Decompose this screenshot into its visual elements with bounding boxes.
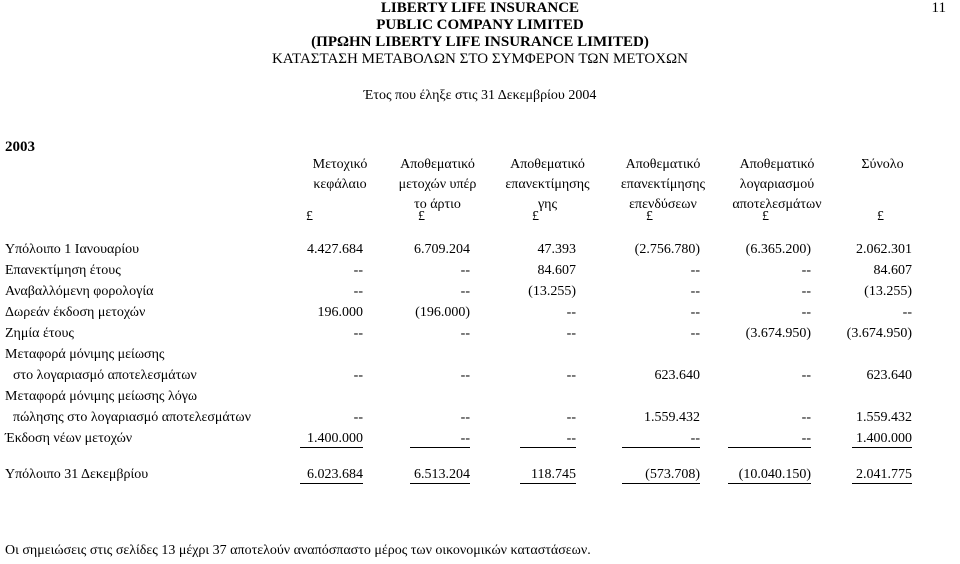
column-header-retained-earnings: Αποθεματικό λογαριασμού αποτελεσμάτων [732,157,822,212]
cell-value: 84.607 [537,263,576,278]
cell-value: -- [353,368,363,383]
cell-value: 84.607 [873,263,912,278]
cell-value: -- [801,410,811,425]
cell-value: -- [902,305,912,320]
cell-value: -- [690,263,700,278]
cell-value: (13.255) [864,284,912,299]
company-name: LIBERTY LIFE INSURANCE [380,0,580,16]
row-label: πώλησης στο λογαριασμό αποτελεσμάτων [13,410,251,425]
cell-value: 1.400.000 [852,431,912,448]
cell-value: -- [801,368,811,383]
cell-value: 1.559.432 [856,410,912,425]
cell-value: 47.393 [537,242,576,257]
cell-value: -- [460,284,470,299]
column-header-share-premium: Αποθεματικό μετοχών υπέρ το άρτιο [398,157,477,212]
cell-value: -- [520,431,576,448]
cell-value: (196.000) [415,305,470,320]
cell-value: -- [410,431,470,448]
column-header-land-revaluation: Αποθεματικό επανεκτίμησης γης [505,157,590,212]
cell-value: -- [801,305,811,320]
statement-title: ΚΑΤΑΣΤΑΣΗ ΜΕΤΑΒΟΛΩΝ ΣΤΟ ΣΥΜΦΕΡΟΝ ΤΩΝ ΜΕΤΟΧΩΝ [271,51,689,67]
cell-value: -- [622,431,700,448]
cell-value: (2.756.780) [634,242,700,257]
cell-value: (3.674.950) [745,326,811,341]
cell-value: -- [801,263,811,278]
cell-value: -- [353,326,363,341]
cell-value: -- [460,410,470,425]
total-value: 118.745 [520,467,576,484]
currency-symbol: £ [306,209,313,224]
cell-value: -- [353,284,363,299]
cell-value: (3.674.950) [846,326,912,341]
row-label: Έκδοση νέων μετοχών [5,431,133,446]
cell-value: -- [690,326,700,341]
currency-symbol: £ [418,209,425,224]
row-label: στο λογαριασμό αποτελεσμάτων [13,368,197,383]
row-label: Επανεκτίμηση έτους [5,263,121,278]
currency-symbol: £ [762,209,769,224]
currency-symbol: £ [877,209,884,224]
total-value: 6.023.684 [300,467,363,484]
row-label: Δωρεάν έκδοση μετοχών [5,305,146,320]
total-value: (573.708) [622,467,700,484]
cell-value: -- [460,368,470,383]
cell-value: (13.255) [528,284,576,299]
period-text: Έτος που έληξε στις 31 Δεκεμβρίου 2004 [363,88,597,103]
cell-value: 196.000 [317,305,363,320]
cell-value: -- [566,410,576,425]
cell-value: 1.400.000 [300,431,363,448]
cell-value: -- [690,305,700,320]
total-value: (10.040.150) [728,467,811,484]
cell-value: (6.365.200) [745,242,811,257]
cell-value: 623.640 [654,368,700,383]
cell-value: -- [460,263,470,278]
cell-value: -- [801,284,811,299]
cell-value: -- [353,263,363,278]
former-name: (ΠΡΩΗΝ LIBERTY LIFE INSURANCE LIMITED) [311,34,649,50]
cell-value: 1.559.432 [644,410,700,425]
cell-value: -- [728,431,811,448]
footnote: Οι σημειώσεις στις σελίδες 13 μέχρι 37 αποτελούν αναπόσπαστο μέρος των οικονομικών καταστάσεων. [5,543,591,558]
year-heading: 2003 [5,139,35,155]
cell-value: -- [460,326,470,341]
cell-value: 623.640 [866,368,912,383]
column-header-investment-revaluation: Αποθεματικό επανεκτίμησης επενδύσεων [620,157,706,212]
row-label: Αναβαλλόμενη φορολογία [5,284,154,299]
cell-value: -- [690,284,700,299]
currency-symbol: £ [646,209,653,224]
total-value: 6.513.204 [410,467,470,484]
row-label: Υπόλοιπο 31 Δεκεμβρίου [5,467,149,482]
column-header-share-capital: Μετοχικό κεφάλαιο [312,157,368,192]
row-label: Μεταφορά μόνιμης μείωσης [5,347,165,362]
cell-value: -- [566,368,576,383]
cell-value: -- [353,410,363,425]
row-label: Ζημία έτους [5,326,74,341]
column-header-total: Σύνολο [861,157,904,172]
row-label: Μεταφορά μόνιμης μείωσης λόγω [5,389,198,404]
company-type: PUBLIC COMPANY LIMITED [376,17,584,33]
page-number: 11 [931,0,946,16]
cell-value: -- [566,326,576,341]
cell-value: 2.062.301 [856,242,912,257]
cell-value: 4.427.684 [307,242,363,257]
cell-value: 6.709.204 [414,242,470,257]
row-label: Υπόλοιπο 1 Ιανουαρίου [5,242,140,257]
total-value: 2.041.775 [852,467,912,484]
currency-symbol: £ [532,209,539,224]
cell-value: -- [566,305,576,320]
